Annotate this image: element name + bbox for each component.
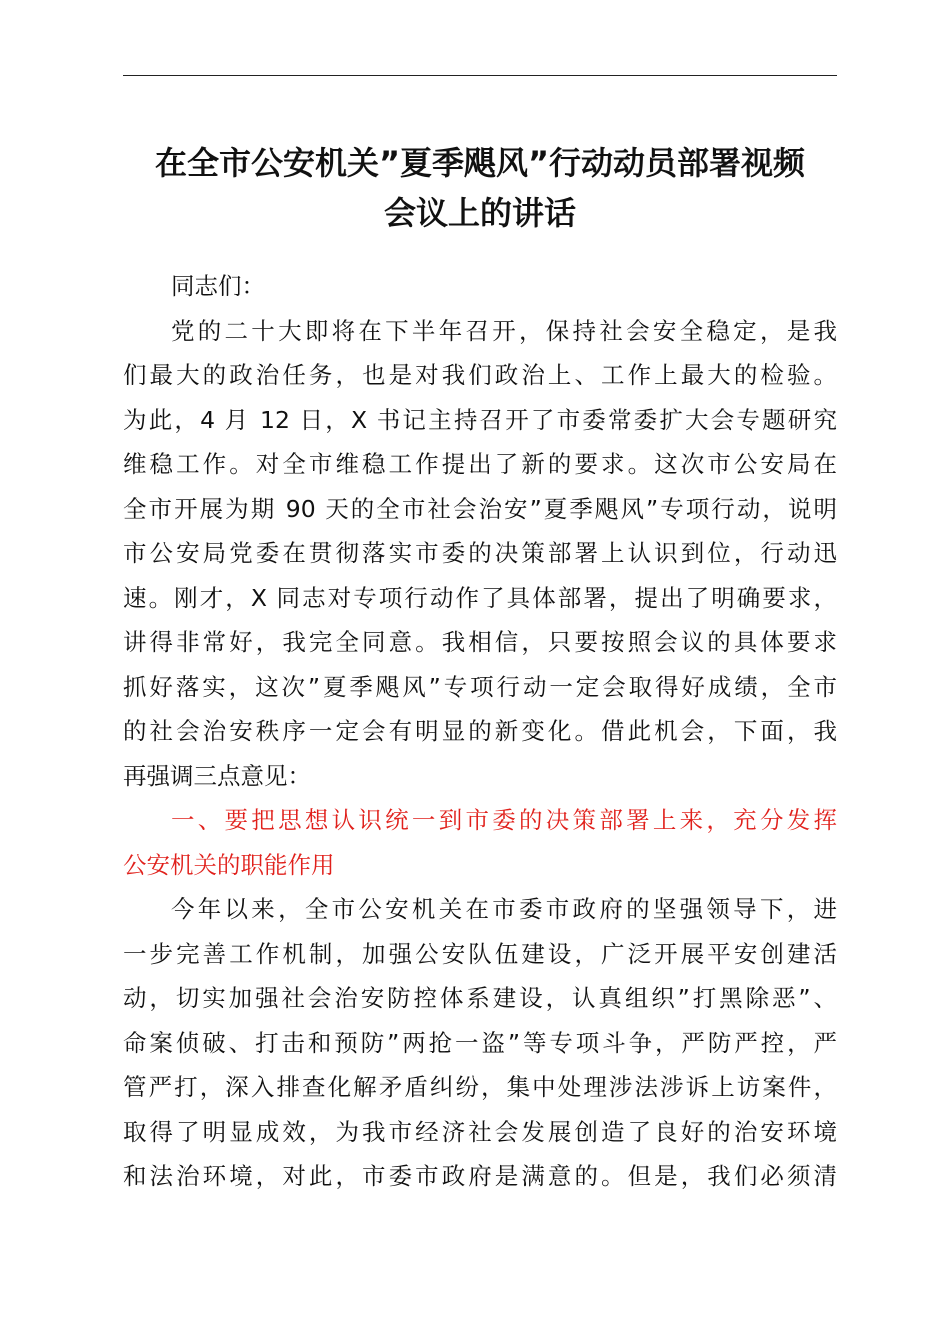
section-heading-line: 公安机关的职能作用 <box>123 850 335 879</box>
salutation: 同志们： <box>171 272 265 300</box>
header-divider <box>123 75 837 76</box>
paragraph-line: 全市开展为期 90 天的全市社会治安”夏季飓风”专项行动，说明 <box>123 494 837 523</box>
paragraph-line: 讲得非常好，我完全同意。我相信，只要按照会议的具体要求 <box>123 628 837 656</box>
document-body <box>123 264 837 1199</box>
paragraph-line: 速。刚才，X 同志对专项行动作了具体部署，提出了明确要求， <box>123 583 837 612</box>
paragraph-line: 动，切实加强社会治安防控体系建设，认真组织”打黑除恶”、 <box>123 984 837 1012</box>
paragraph-line: 取得了明显成效，为我市经济社会发展创造了良好的治安环境 <box>123 1117 837 1146</box>
document-title <box>110 138 850 238</box>
paragraph-line: 一步完善工作机制，加强公安队伍建设，广泛开展平安创建活 <box>123 939 837 968</box>
paragraph-line: 和法治环境，对此，市委市政府是满意的。但是，我们必须清 <box>123 1162 837 1190</box>
section-1-heading <box>123 798 837 887</box>
paragraph-line: 今年以来，全市公安机关在市委市政府的坚强领导下，进 <box>171 895 837 923</box>
paragraph-line: 维稳工作。对全市维稳工作提出了新的要求。这次市公安局在 <box>123 450 837 478</box>
title-line-2: 会议上的讲话 <box>383 194 576 232</box>
paragraph-line: 们最大的政治任务，也是对我们政治上、工作上最大的检验。 <box>123 361 837 389</box>
paragraph-line: 市公安局党委在贯彻落实市委的决策部署上认识到位，行动迅 <box>123 539 837 567</box>
paragraph-line: 再强调三点意见： <box>123 761 311 790</box>
salutation-paragraph <box>123 264 837 309</box>
paragraph-line: 的社会治安秩序一定会有明显的新变化。借此机会，下面，我 <box>123 717 837 745</box>
title-line-1: 在全市公安机关”夏季飓风”行动动员部署视频 <box>154 144 806 182</box>
paragraph-2 <box>123 887 837 1199</box>
section-heading-line: 一、要把思想认识统一到市委的决策部署上来，充分发挥 <box>171 806 837 834</box>
paragraph-line: 为此，4 月 12 日，X 书记主持召开了市委常委扩大会专题研究 <box>123 405 837 434</box>
paragraph-line: 管严打，深入排查化解矛盾纠纷，集中处理涉法涉诉上访案件， <box>123 1073 837 1101</box>
paragraph-line: 党的二十大即将在下半年召开，保持社会安全稳定，是我 <box>171 316 837 345</box>
paragraph-line: 抓好落实，这次”夏季飓风”专项行动一定会取得好成绩，全市 <box>123 672 837 701</box>
paragraph-line: 命案侦破、打击和预防”两抢一盗”等专项斗争，严防严控，严 <box>123 1028 837 1057</box>
paragraph-1 <box>123 309 837 799</box>
